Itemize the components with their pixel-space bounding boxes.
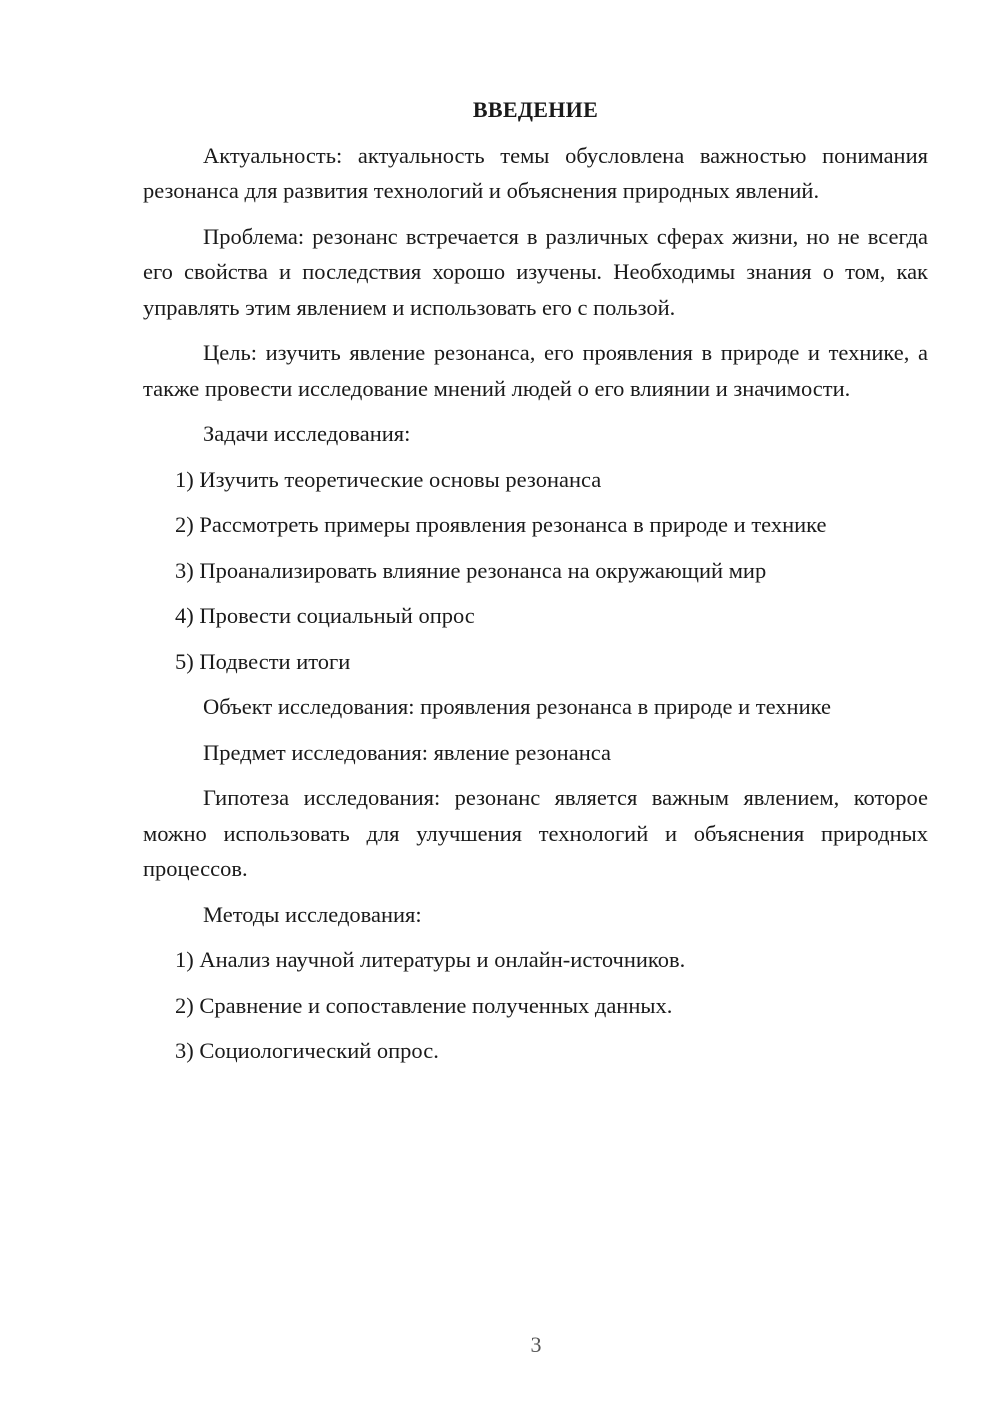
list-item: 1) Анализ научной литературы и онлайн-источников. [175, 947, 686, 972]
hypothesis-paragraph: Гипотеза исследования: резонанс является важным явлением, которое можно использовать для улучшения технологий и объяснения природных процессов. [143, 785, 928, 881]
document-page [143, 92, 928, 1079]
list-item: 5) Подвести итоги [175, 648, 351, 674]
list-item: 4) Провести социальный опрос [175, 603, 475, 628]
goal-paragraph: Цель: изучить явление резонанса, его проявления в природе и технике, а также провести исследование мнений людей о его влиянии и значимости. [143, 340, 928, 401]
section-title: ВВЕДЕНИЕ [472, 97, 599, 122]
subject-line: Предмет исследования: явление резонанса [203, 739, 611, 765]
list-item: 2) Рассмотреть примеры проявления резонанса в природе и технике [175, 512, 827, 537]
methods-heading: Методы исследования: [203, 901, 422, 927]
tasks-heading: Задачи исследования: [203, 421, 411, 446]
list-item: 3) Социологический опрос. [175, 1038, 439, 1063]
methods-list [143, 942, 928, 1069]
list-item: 1) Изучить теоретические основы резонанса [175, 466, 602, 492]
page-number: 3 [530, 1332, 542, 1357]
relevance-paragraph: Актуальность: актуальность темы обусловлена важностью понимания резонанса для развития технологий и объяснения природных явлений. [143, 142, 928, 203]
object-line: Объект исследования: проявления резонанса в природе и технике [203, 694, 831, 719]
list-item: 3) Проанализировать влияние резонанса на окружающий мир [175, 557, 767, 583]
list-item: 2) Сравнение и сопоставление полученных данных. [175, 992, 673, 1018]
tasks-list [143, 462, 928, 680]
problem-paragraph: Проблема: резонанс встречается в различных сферах жизни, но не всегда его свойства и последствия хорошо изучены. Необходимы знания о том, как управлять этим явлением и использовать его с пользой. [143, 223, 928, 320]
